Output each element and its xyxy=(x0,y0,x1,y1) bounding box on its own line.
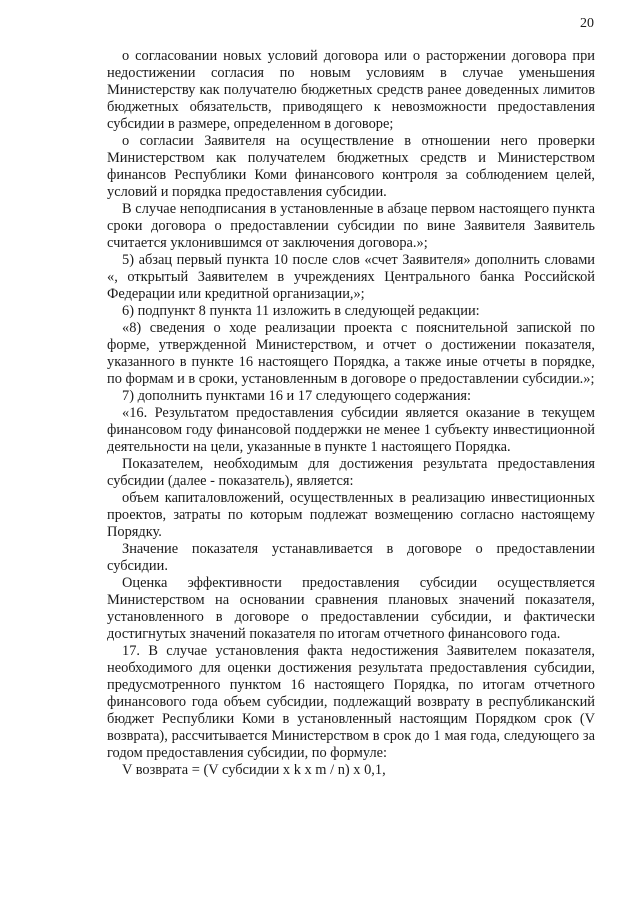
formula-line: V возврата = (V субсидии x k x m / n) x 0,1, xyxy=(122,762,386,778)
paragraph: Показателем, необходимым для достижения результата предоставления субсидии (далее - показатель), является: xyxy=(107,456,595,489)
page-number: 20 xyxy=(580,16,594,31)
paragraph: Оценка эффективности предоставления субсидии осуществляется Министерством на основании сравнения плановых значений показателя, установленного в договоре о предоставлении субсидии, и фактически достигнутых значений показателя по итогам отчетного финансового года. xyxy=(107,575,595,642)
paragraph: объем капиталовложений, осуществленных в реализацию инвестиционных проектов, затраты по которым подлежат возмещению согласно настоящему Порядку. xyxy=(107,490,595,540)
paragraph: о согласии Заявителя на осуществление в отношении него проверки Министерством как получателем бюджетных средств и Министерством финансов Республики Коми финансового контроля за соблюдением целей, условий и порядка предоставления субсидии. xyxy=(107,133,595,200)
paragraph: о согласовании новых условий договора или о расторжении договора при недостижении согласия по новым условиям в случае уменьшения Министерству как получателю бюджетных средств ранее доведенных лимитов бюджетных обязательств, приводящего к невозможности предоставления субсидии в размере, определенном в договоре; xyxy=(107,48,595,132)
document-body xyxy=(107,48,595,779)
paragraph: В случае неподписания в установленные в абзаце первом настоящего пункта сроки договора о предоставлении субсидии по вине Заявителя Заявитель считается уклонившимся от заключения договора.»; xyxy=(107,201,595,251)
paragraph: 17. В случае установления факта недостижения Заявителем показателя, необходимого для оценки достижения результата предоставления субсидии, предусмотренного пунктом 16 настоящего Порядка, по итогам отчетного финансового года объем субсидии, подлежащий возврату в республиканский бюджет Республики Коми в установленный настоящим Порядком срок (V возврата), рассчитывается Министерством в срок до 1 мая года, следующего за годом предоставления субсидии, по формуле: xyxy=(107,643,595,761)
paragraph: «16. Результатом предоставления субсидии является оказание в текущем финансовом году финансовой поддержки не менее 1 субъекту инвестиционной деятельности на цели, указанные в пункте 1 настоящего Порядка. xyxy=(107,405,595,455)
paragraph: 7) дополнить пунктами 16 и 17 следующего содержания: xyxy=(122,388,472,404)
paragraph: 5) абзац первый пункта 10 после слов «счет Заявителя» дополнить словами «, открытый Заявителем в учреждениях Центрального банка Российской Федерации или кредитной организации,»; xyxy=(107,252,595,302)
paragraph: «8) сведения о ходе реализации проекта с пояснительной запиской по форме, утвержденной Министерством, и отчет о достижении показателя, указанного в пункте 16 настоящего Порядка, а также иные отчеты в порядке, по формам и в сроки, установленным в договоре о предоставлении субсидии.»; xyxy=(107,320,595,387)
paragraph: Значение показателя устанавливается в договоре о предоставлении субсидии. xyxy=(107,541,595,574)
paragraph: 6) подпункт 8 пункта 11 изложить в следующей редакции: xyxy=(122,303,480,319)
